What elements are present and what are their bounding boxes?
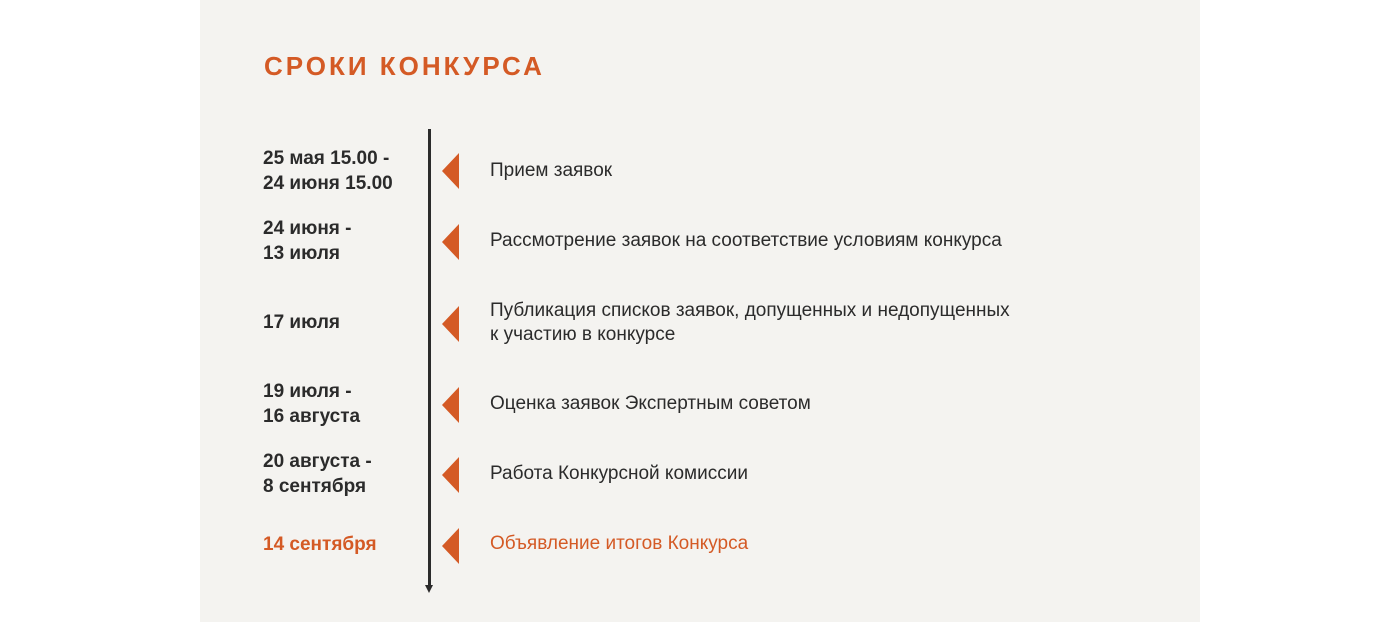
stage-marker-triangle-icon	[442, 224, 459, 260]
stage-date-line: 14 сентября	[263, 534, 377, 555]
page-title: СРОКИ КОНКУРСА	[264, 51, 545, 81]
timeline-panel	[200, 0, 1200, 622]
stage-marker-triangle-icon	[442, 528, 459, 564]
stage-date	[263, 379, 423, 429]
stage-date	[263, 310, 423, 335]
stage-date-line: 13 июля	[263, 243, 341, 264]
stage-marker-triangle-icon	[442, 306, 459, 342]
stage-date	[263, 449, 423, 499]
stage-date-line: 24 июня 15.00	[263, 173, 393, 194]
stage-date	[263, 216, 423, 266]
stage-description	[490, 299, 1090, 347]
stage-description-line: Публикация списков заявок, допущенных и недопущенных	[490, 300, 1010, 321]
axis-arrow-down-icon	[425, 585, 433, 593]
stage-date-line: 19 июля -	[263, 381, 352, 402]
stage-date-line: 8 сентября	[263, 476, 367, 497]
stage-description	[490, 532, 1090, 556]
stage-marker-triangle-icon	[442, 153, 459, 189]
stage-description-line: к участию в конкурсе	[490, 324, 676, 345]
stage-description	[490, 229, 1090, 253]
stage-date-line: 25 мая 15.00 -	[263, 148, 390, 169]
stage-date-line: 16 августа	[263, 406, 361, 427]
stage-description-line: Оценка заявок Экспертным советом	[490, 393, 811, 414]
stage-date-line: 20 августа -	[263, 451, 372, 472]
stage-description	[490, 462, 1090, 486]
stage-description-line: Рассмотрение заявок на соответствие условиям конкурса	[490, 230, 1002, 251]
stage-description-line: Работа Конкурсной комиссии	[490, 463, 748, 484]
stage-date-line: 24 июня -	[263, 218, 352, 239]
timeline-axis	[428, 129, 431, 587]
stage-date	[263, 146, 423, 196]
stage-description-line: Прием заявок	[490, 160, 613, 181]
stage-marker-triangle-icon	[442, 457, 459, 493]
stage-marker-triangle-icon	[442, 387, 459, 423]
stage-date	[263, 532, 423, 557]
stage-description	[490, 392, 1090, 416]
stage-date-line: 17 июля	[263, 312, 341, 333]
stage-description-line: Объявление итогов Конкурса	[490, 533, 749, 554]
stage-description	[490, 159, 1090, 183]
